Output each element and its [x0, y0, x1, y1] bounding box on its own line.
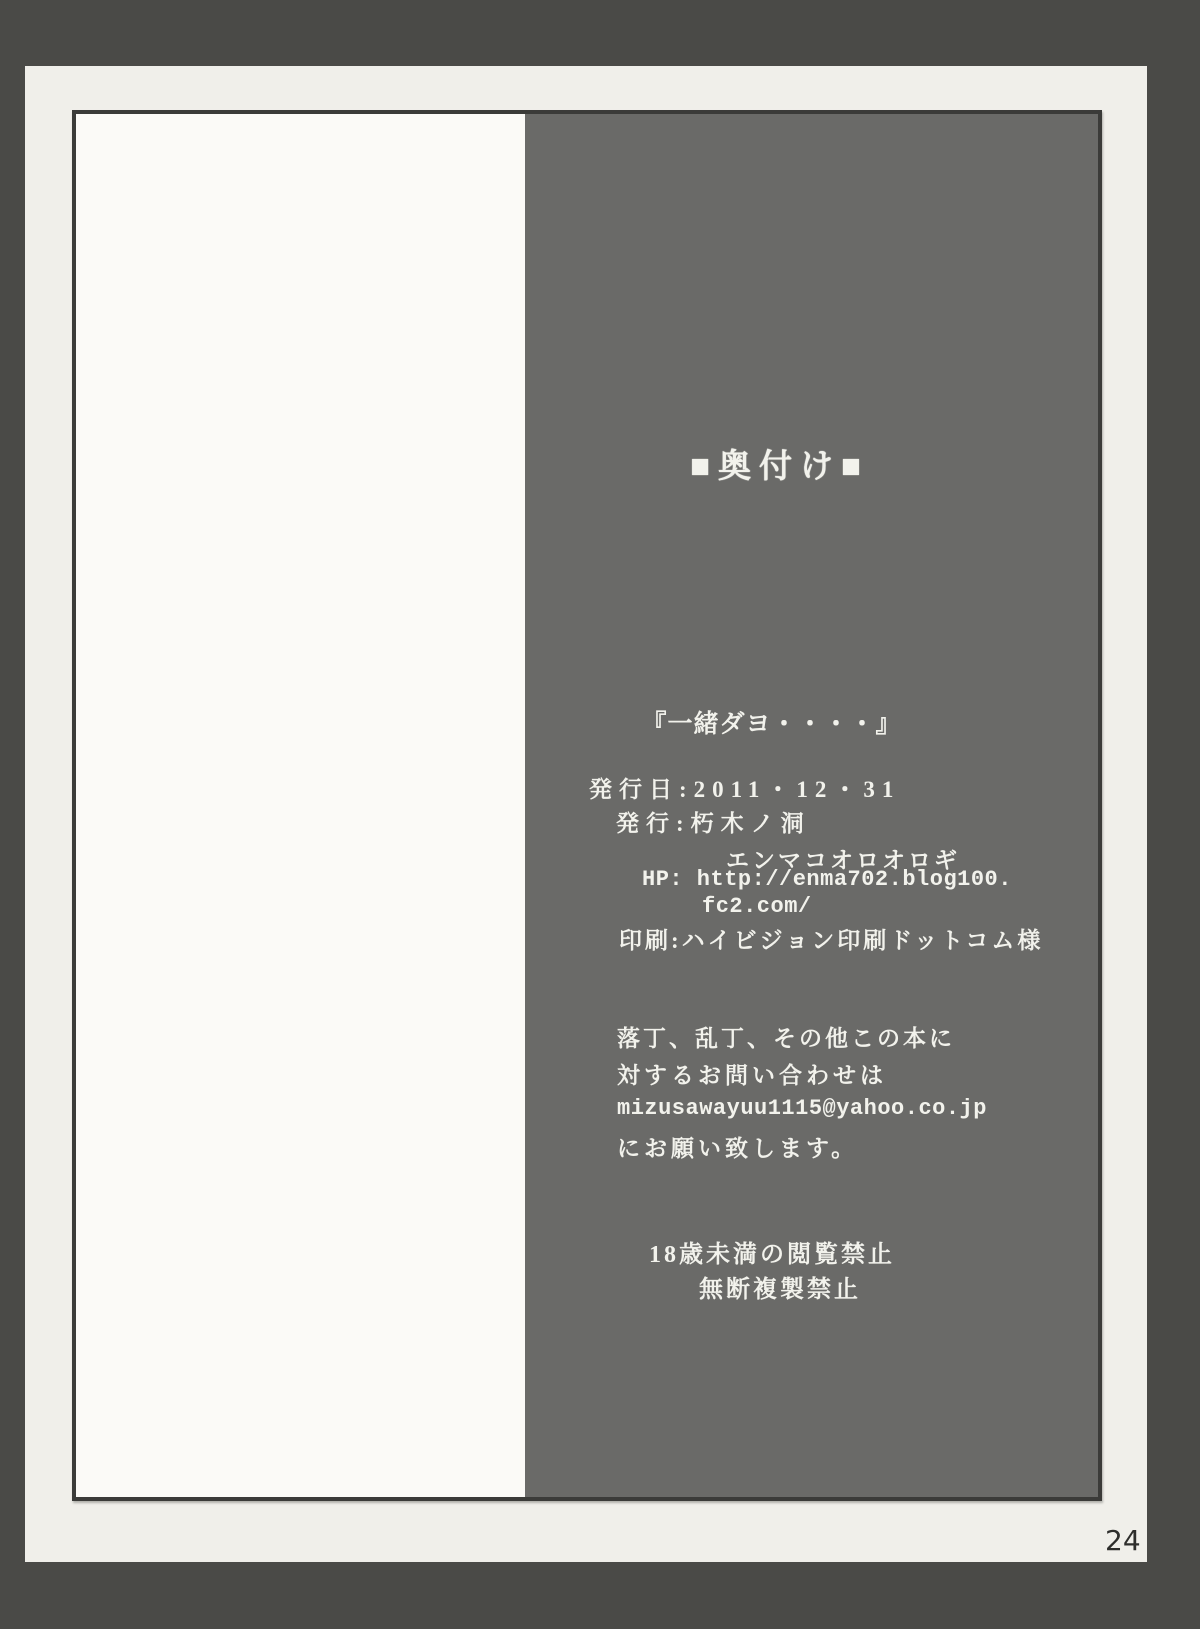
contact-notice-line4: にお願い致します。 — [617, 1136, 859, 1161]
colophon-panel — [525, 114, 1098, 1497]
colophon-header: ■奥付け■ — [690, 449, 869, 485]
colophon-frame — [72, 110, 1102, 1501]
contact-notice-line1: 落丁、乱丁、その他この本に — [617, 1026, 955, 1051]
contact-email: mizusawayuu1115@yahoo.co.jp — [617, 1096, 987, 1121]
page-number: 24 — [1105, 1524, 1141, 1557]
publish-date-line: 発行日:2011・12・31 — [589, 777, 901, 802]
blank-left-panel — [76, 114, 525, 1497]
paper-page — [25, 66, 1147, 1562]
circle-name-line: エンマコオロオロギ — [726, 848, 960, 873]
publisher-line: 発行:朽木ノ洞 — [616, 811, 811, 836]
no-reproduction-notice: 無断複製禁止 — [699, 1277, 861, 1303]
homepage-url-line2: fc2.com/ — [702, 894, 812, 919]
book-title: 『一緒ダヨ・・・・』 — [641, 711, 902, 738]
contact-notice-line2: 対するお問い合わせは — [617, 1063, 887, 1088]
homepage-url-line1: HP: http://enma702.blog100. — [642, 867, 1012, 892]
printer-line: 印刷:ハイビジョン印刷ドットコム様 — [619, 928, 1044, 953]
age-restriction-notice: 18歳未満の閲覧禁止 — [649, 1242, 895, 1268]
